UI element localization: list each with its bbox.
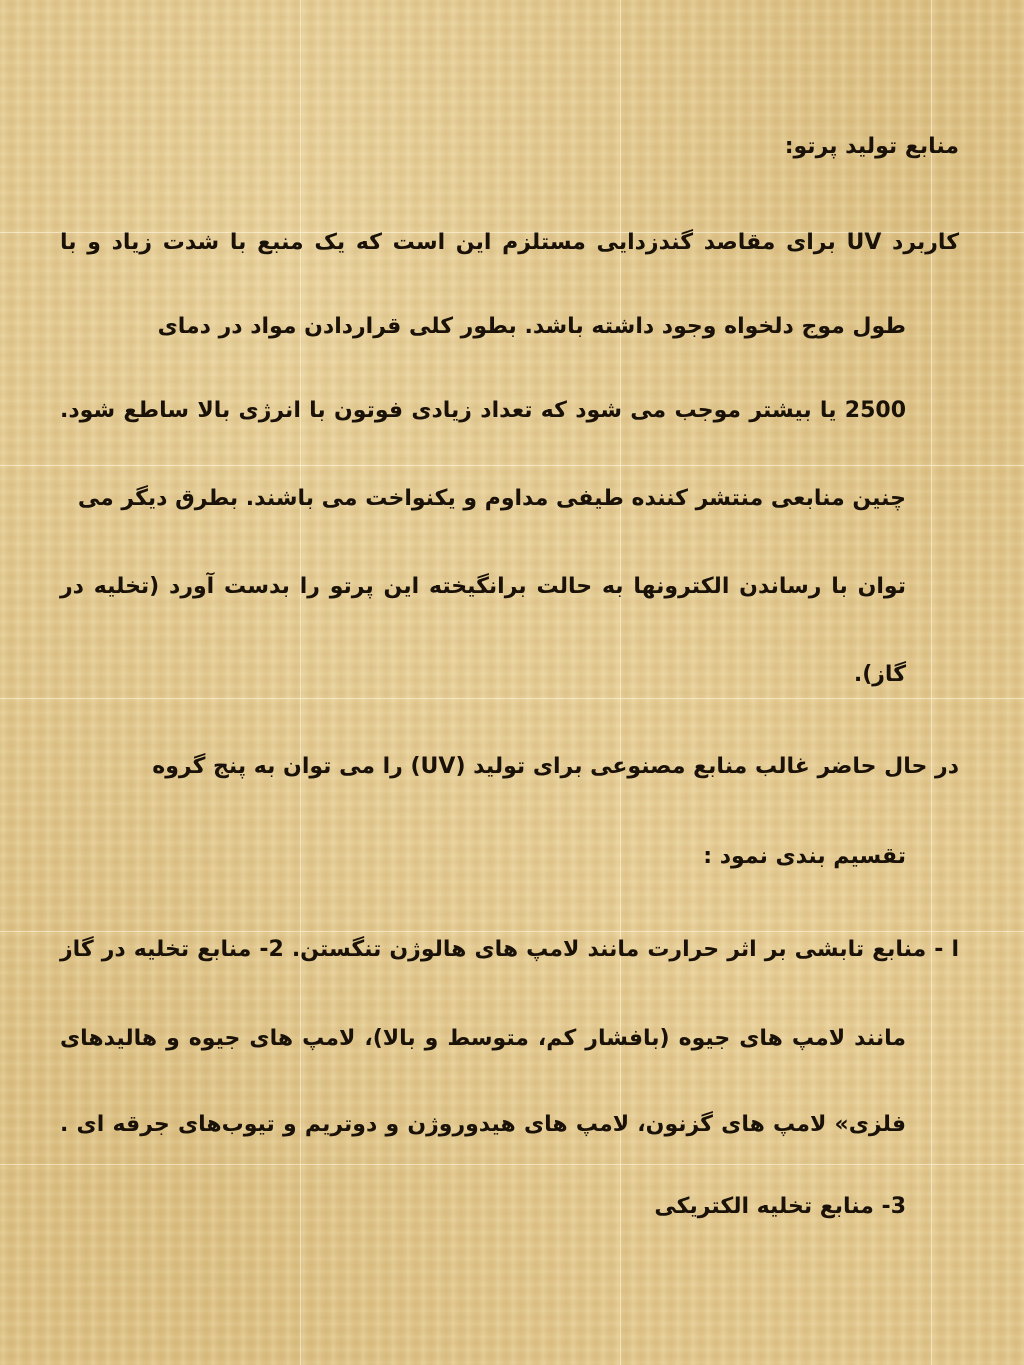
paragraph1-line3: 2500 یا بیشتر موجب می شود که تعداد زیادی فوتون با انرژی بالا ساطع شود. — [60, 398, 906, 423]
paragraph1-line6: گاز). — [853, 662, 906, 687]
heading: منابع تولید پرتو: — [784, 134, 959, 159]
paragraph1-line5: توان با رساندن الکترونها به حالت برانگیخته این پرتو را بدست آورد (تخلیه در — [60, 574, 906, 599]
paragraph1-line2: طول موج دلخواه وجود داشته باشد. بطور کلی قراردادن مواد در دمای — [157, 314, 906, 339]
paragraph2-line1: در حال حاضر غالب منابع مصنوعی برای تولید (UV) را می توان به پنج گروه — [152, 754, 959, 779]
paragraph2-line2: تقسیم بندی نمود : — [703, 844, 906, 869]
paragraph3-line2: مانند لامپ های جیوه (بافشار کم، متوسط و بالا)، لامپ های جیوه و هالیدهای — [60, 1026, 906, 1051]
paragraph3-line3: فلزی» لامپ های گزنون، لامپ های هیدوروژن و دوتریم و تیوب‌های جرقه ای . — [60, 1112, 906, 1137]
paragraph1-line4: چنین منابعی منتشر کننده طیفی مداوم و یکنواخت می باشند. بطرق دیگر می — [77, 486, 906, 511]
paragraph3-line1: ا - منابع تابشی بر اثر حرارت مانند لامپ های هالوژن تنگستن. 2- منابع تخلیه در گاز — [60, 937, 959, 962]
paragraph1-line1: کاربرد UV برای مقاصد گندزدایی مستلزم این است که یک منبع با شدت زیاد و با — [60, 230, 959, 255]
item3: 3- منابع تخلیه الکتریکی — [654, 1194, 906, 1219]
